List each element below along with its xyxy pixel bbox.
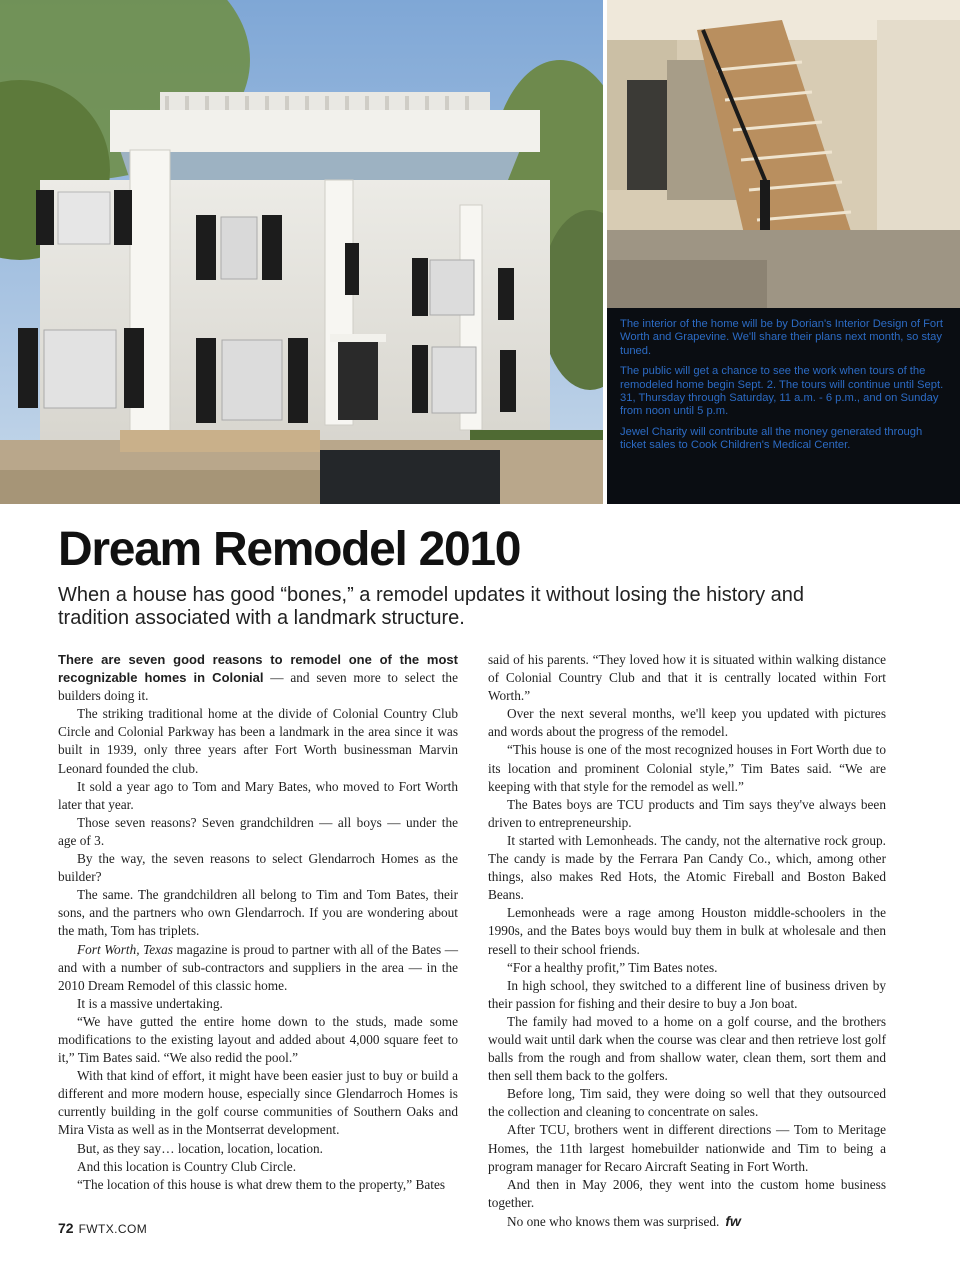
caption-paragraph-charity: Jewel Charity will contribute all the money generated through ticket sales to Cook Children's Medical Center. [620, 425, 923, 452]
body-paragraph: It sold a year ago to Tom and Mary Bates, who moved to Fort Worth later that year. [58, 778, 458, 812]
body-paragraph: But, as they say… location, location, location. [77, 1140, 323, 1156]
body-paragraph: The striking traditional home at the divide of Colonial Country Club Circle and Colonial Parkway has been a landmark in the area since it was built in 1939, only three years after Fort Worth businessman Marvin Leonard founded the club. [58, 706, 458, 776]
caption-paragraph-interior: The interior of the home will be by Dorian's Interior Design of Fort Worth and Grapevine. We'll share their plans next month, so stay tuned. [620, 318, 943, 357]
final-paragraph [488, 1212, 886, 1231]
article-column-right [488, 651, 886, 1231]
caption-paragraph-tours: The public will get a chance to see the work when tours of the remodeled home begin Sept. 2. The tours will continue until Sept. 31, Thursday through Saturday, 11 a.m. - 6 p.m., and on Sunday from noon until 5 p.m. [620, 365, 944, 418]
body-paragraph: “This house is one of the most recognized houses in Fort Worth due to its location and prominent Colonial style,” Tim Bates said. “We are keeping with that style for the remodel as well.” [488, 742, 886, 794]
interior-stairs-illustration [607, 0, 960, 308]
body-paragraph: Before long, Tim said, they were doing so well that they outsourced the collection and cleaning to concentrate on sales. [488, 1086, 886, 1120]
body-paragraph: And then in May 2006, they went into the custom home business together. [488, 1176, 886, 1210]
body-paragraph: In high school, they switched to a different line of business driven by their passion for fishing and their desire to buy a Jon boat. [488, 977, 886, 1011]
article-subhead: When a house has good “bones,” a remodel updates it without losing the history and tradition associated with a landmark structure. [58, 584, 805, 629]
lead-rest-text: — and seven more to select the builders doing it. [58, 670, 458, 704]
page-footer [58, 1220, 147, 1238]
page-number: 72 [58, 1220, 74, 1236]
body-paragraph: By the way, the seven reasons to select Glendarroch Homes as the builder? [58, 851, 458, 885]
body-paragraph: With that kind of effort, it might have been easier just to buy or build a different and more modern house, especially since Glendarroch Homes is currently building in the golf course communities of Southern Oaks and Mira Vista as well as in the Montserrat development. [58, 1068, 458, 1138]
final-paragraph-text: No one who knows them was surprised. [507, 1213, 720, 1229]
magazine-name: Fort Worth, Texas [77, 941, 173, 957]
body-paragraph: Lemonheads were a rage among Houston middle-schoolers in the 1990s, and the Bates boys would buy them in bulk at wholesale and then resell to their school friends. [488, 905, 886, 957]
body-paragraph: The Bates boys are TCU products and Tim says they've always been driven to entrepreneurship. [488, 796, 886, 830]
lead-bold-text: There are seven good reasons to remodel one of the most recognizable homes in Colonial [58, 652, 458, 686]
body-paragraph: “For a healthy profit,” Tim Bates notes. [507, 959, 718, 975]
house-exterior-photo [0, 0, 603, 504]
article-column-left [58, 651, 458, 1194]
house-exterior-illustration [0, 0, 603, 504]
body-paragraph: After TCU, brothers went in different directions — Tom to Meritage Homes, the 11th largest homebuilder nationwide and Tim to being a program manager for Recaro Aircraft Seating in Fort Worth. [488, 1122, 886, 1174]
body-paragraph: “We have gutted the entire home down to the studs, made some modifications to the existing layout and added about 4,000 square feet to it,” Tim Bates said. “We also redid the pool.” [58, 1013, 458, 1066]
photo-caption-box [607, 308, 960, 504]
body-paragraph: The family had moved to a home on a golf course, and the brothers would wait until dark when the course was clear and then retrieve lost golf balls from the rough and from shallow water, clean them, sort them and then sell them back to the golfers. [488, 1013, 886, 1084]
site-name: FWTX.COM [78, 1222, 148, 1236]
article-headline: Dream Remodel 2010 [58, 523, 521, 576]
interior-stairs-photo [607, 0, 960, 308]
body-paragraph-continuation: said of his parents. “They loved how it is situated within walking distance of Colonial Country Club and that it is centrally located within Fort Worth.” [488, 652, 886, 704]
body-paragraph: “The location of this house is what drew them to the property,” Bates [77, 1176, 446, 1192]
body-paragraph: The same. The grandchildren all belong to Tim and Tom Bates, their sons, and the partners who own Glendarroch. If you are wondering about the math, Tom has triplets. [58, 887, 458, 939]
body-paragraph: It started with Lemonheads. The candy, not the alternative rock group. The candy is made by the Ferrara Pan Candy Co., which, among other things, also makes Red Hots, the Atomic Fireball and Boston Baked Beans. [488, 832, 886, 903]
magazine-paragraph-rest: magazine is proud to partner with all of the Bates — and with a number of sub-contractors and suppliers in the area — in the 2010 Dream Remodel of this classic home. [58, 941, 459, 993]
body-paragraph: Over the next several months, we'll keep you updated with pictures and words about the progress of the remodel. [488, 706, 886, 740]
body-paragraph [58, 941, 458, 995]
body-paragraph: It is a massive undertaking. [77, 995, 223, 1011]
end-mark: fw [725, 1212, 741, 1229]
body-paragraph: And this location is Country Club Circle. [77, 1158, 297, 1174]
body-paragraph: Those seven reasons? Seven grandchildren — all boys — under the age of 3. [58, 814, 458, 848]
lead-paragraph [58, 651, 458, 705]
